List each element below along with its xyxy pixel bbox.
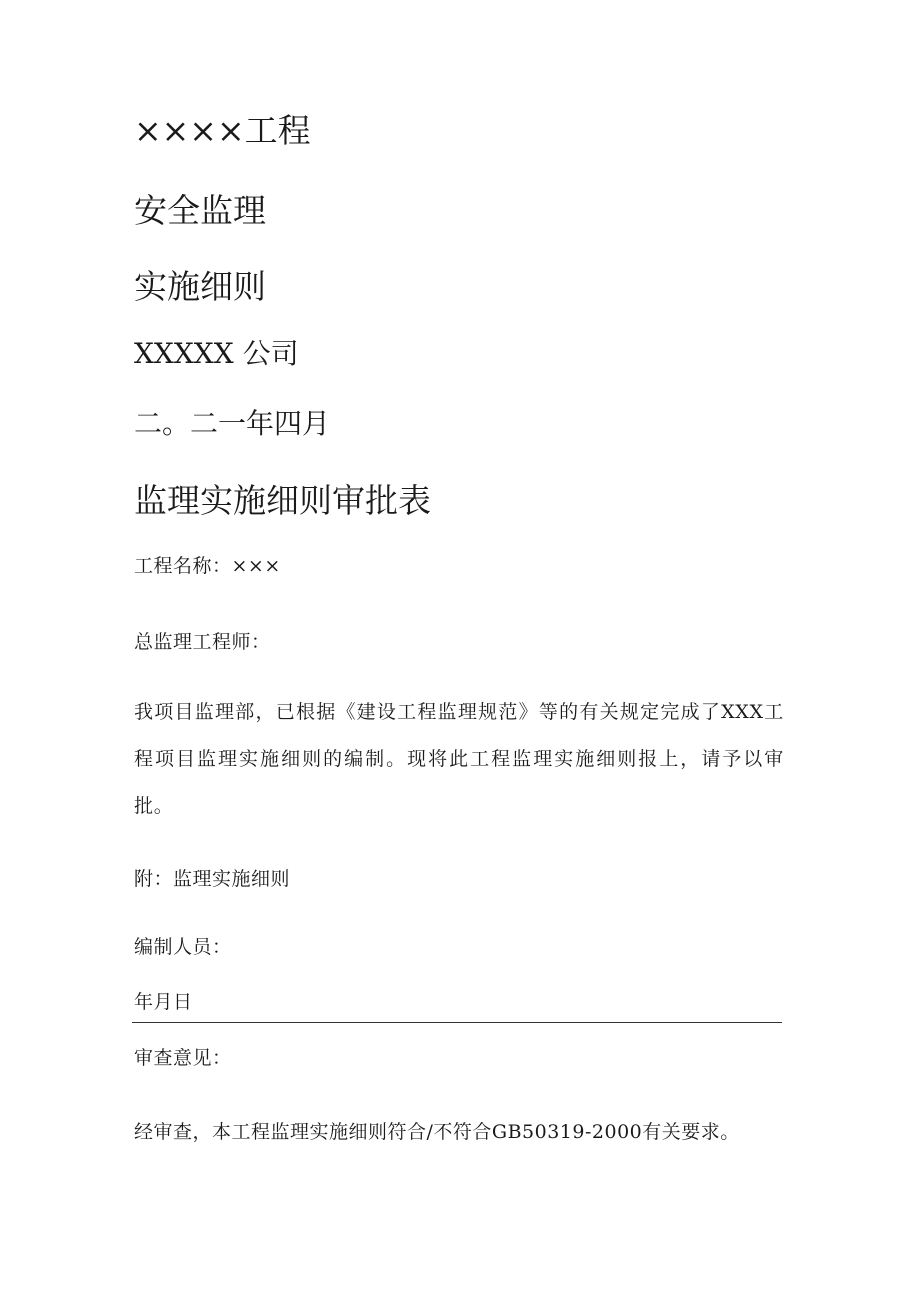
section-divider <box>132 1022 782 1023</box>
statement-paragraph: 我项目监理部，已根据《建设工程监理规范》等的有关规定完成了XXX工程项目监理实施细则的编制。现将此工程监理实施细则报上，请予以审批。 <box>134 701 784 817</box>
cover-date: 二。二一年四月 <box>134 407 331 440</box>
cover-subtitle-safety-supervision: 安全监理 <box>134 191 266 230</box>
approval-form-title: 监理实施细则审批表 <box>134 481 431 520</box>
chief-engineer-field: 总监理工程师： <box>134 631 271 653</box>
review-opinion-text: 经审查，本工程监理实施细则符合/不符合GB50319-2000有关要求。 <box>134 1121 740 1143</box>
company-name: XXXXX 公司 <box>134 337 299 370</box>
project-name-field: 工程名称：××× <box>134 555 281 577</box>
compiler-field: 编制人员： <box>134 936 232 958</box>
date-line: 年月日 <box>134 991 193 1013</box>
review-opinion-label: 审查意见： <box>134 1047 232 1069</box>
attachment-line: 附：监理实施细则 <box>134 868 291 890</box>
project-title: ××××工程 <box>134 111 311 150</box>
cover-subtitle-implementation-rules: 实施细则 <box>134 267 266 306</box>
